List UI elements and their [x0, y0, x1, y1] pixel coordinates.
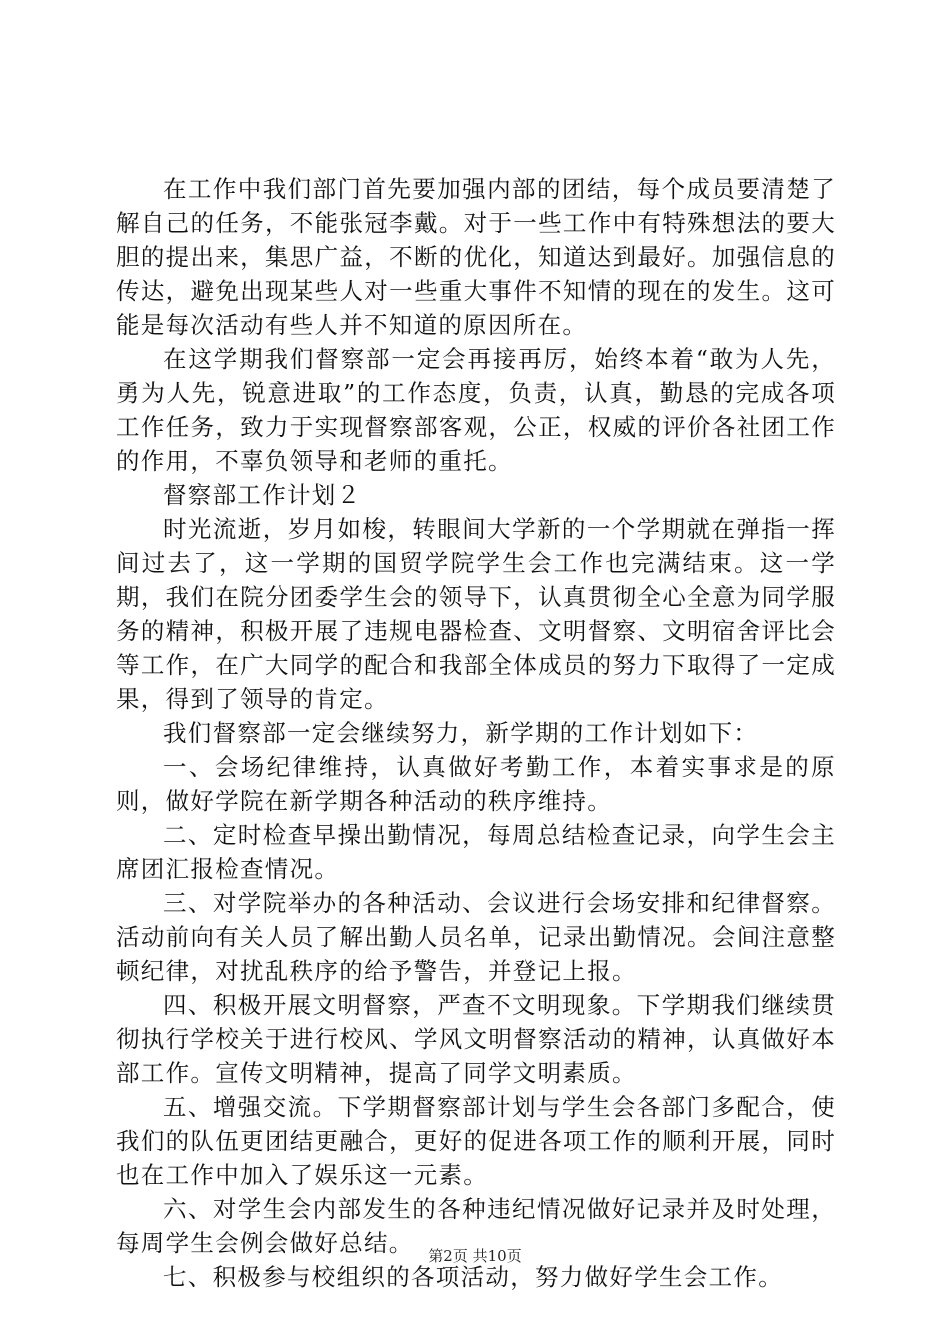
list-item: 二、定时检查早操出勤情况，每周总结检查记录，向学生会主席团汇报检查情况。	[116, 821, 836, 883]
page-footer: 第2页 共10页	[428, 1247, 522, 1265]
list-item: 四、积极开展文明督察，严查不文明现象。下学期我们继续贯彻执行学校关于进行校风、学风文明督察活动的精神，认真做好本部工作。宣传文明精神，提高了同学文明素质。	[116, 991, 836, 1087]
list-item: 一、会场纪律维持，认真做好考勤工作，本着实事求是的原则，做好学院在新学期各种活动的秩序维持。	[116, 753, 836, 815]
document-body	[116, 172, 836, 1294]
list-item: 五、增强交流。下学期督察部计划与学生会各部门多配合，使我们的队伍更团结更融合，更好的促进各项工作的顺利开展，同时也在工作中加入了娱乐这一元素。	[116, 1093, 836, 1189]
list-item: 六、对学生会内部发生的各种违纪情况做好记录并及时处理，每周学生会例会做好总结。	[116, 1195, 836, 1257]
list-item: 三、对学院举办的各种活动、会议进行会场安排和纪律督察。活动前向有关人员了解出勤人员名单，记录出勤情况。会间注意整顿纪律，对扰乱秩序的给予警告，并登记上报。	[116, 889, 836, 985]
list-item: 七、积极参与校组织的各项活动，努力做好学生会工作。	[163, 1263, 783, 1291]
paragraph: 在这学期我们督察部一定会再接再厉，始终本着“敢为人先，勇为人先，锐意进取”的工作态度，负责，认真，勤恳的完成各项工作任务，致力于实现督察部客观，公正，权威的评价各社团工作的作用，不辜负领导和老师的重托。	[116, 345, 836, 475]
paragraph: 我们督察部一定会继续努力，新学期的工作计划如下：	[163, 719, 759, 747]
paragraph: 在工作中我们部门首先要加强内部的团结，每个成员要清楚了解自己的任务，不能张冠李戴。对于一些工作中有特殊想法的要大胆的提出来，集思广益，不断的优化，知道达到最好。加强信息的传达，避免出现某些人对一些重大事件不知情的现在的发生。这可能是每次活动有些人并不知道的原因所在。	[116, 175, 836, 339]
section-heading: 督察部工作计划２	[163, 481, 362, 509]
paragraph: 时光流逝，岁月如梭，转眼间大学新的一个学期就在弹指一挥间过去了，这一学期的国贸学院学生会工作也完满结束。这一学期，我们在院分团委学生会的领导下，认真贯彻全心全意为同学服务的精神，积极开展了违规电器检查、文明督察、文明宿舍评比会等工作，在广大同学的配合和我部全体成员的努力下取得了一定成果，得到了领导的肯定。	[116, 515, 836, 713]
